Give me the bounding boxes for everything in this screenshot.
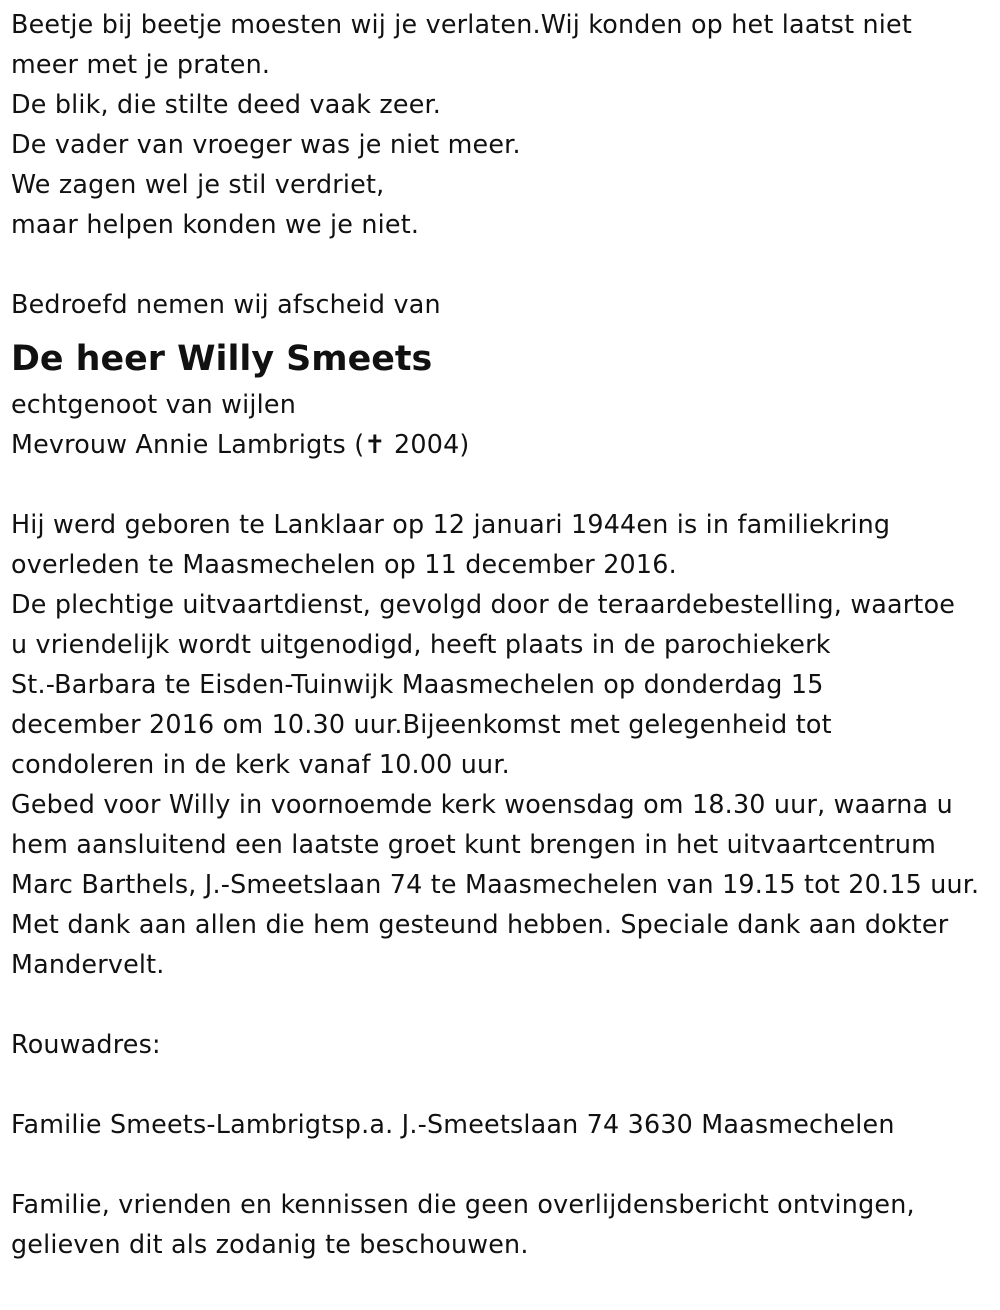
poem-line: De blik, die stilte deed vaak zeer.	[11, 89, 442, 119]
details-line: Gebed voor Willy in voornoemde kerk woensdag om 18.30 uur, waarna u	[11, 789, 953, 819]
details-line: december 2016 om 10.30 uur.Bijeenkomst met gelegenheid tot	[11, 709, 832, 739]
details-line: Marc Barthels, J.-Smeetslaan 74 te Maasmechelen van 19.15 tot 20.15 uur.	[11, 869, 980, 899]
details-line: overleden te Maasmechelen op 11 december 2016.	[11, 549, 677, 579]
poem-line: De vader van vroeger was je niet meer.	[11, 129, 521, 159]
details-line: Mandervelt.	[11, 949, 165, 979]
spacer	[11, 244, 1000, 284]
closing-line: gelieven dit als zodanig te beschouwen.	[11, 1229, 529, 1259]
spouse-info	[11, 384, 1000, 464]
details-line: St.-Barbara te Eisden-Tuinwijk Maasmechelen op donderdag 15	[11, 669, 824, 699]
mourning-address: Familie Smeets-Lambrigtsp.a. J.-Smeetslaan 74 3630 Maasmechelen	[11, 1109, 895, 1139]
poem-line: Beetje bij beetje moesten wij je verlaten.Wij konden op het laatst niet	[11, 9, 912, 39]
spouse-line: echtgenoot van wijlen	[11, 389, 296, 419]
details-line: Hij werd geboren te Lanklaar op 12 januari 1944en is in familiekring	[11, 509, 891, 539]
poem-line: maar helpen konden we je niet.	[11, 209, 420, 239]
spacer	[11, 984, 1000, 1024]
intro-text: Bedroefd nemen wij afscheid van	[11, 289, 441, 319]
details-line: u vriendelijk wordt uitgenodigd, heeft plaats in de parochiekerk	[11, 629, 831, 659]
spouse-line: Mevrouw Annie Lambrigts (✝ 2004)	[11, 429, 470, 459]
deceased-name: De heer Willy Smeets	[11, 339, 433, 379]
funeral-details	[11, 504, 1000, 984]
spacer	[11, 1144, 1000, 1184]
spacer	[11, 1064, 1000, 1104]
details-line: hem aansluitend een laatste groet kunt brengen in het uitvaartcentrum	[11, 829, 937, 859]
details-line: Met dank aan allen die hem gesteund hebben. Speciale dank aan dokter	[11, 909, 949, 939]
poem-line: We zagen wel je stil verdriet,	[11, 169, 385, 199]
poem-line: meer met je praten.	[11, 49, 271, 79]
poem	[11, 4, 1000, 244]
closing-note	[11, 1184, 1000, 1264]
details-line: condoleren in de kerk vanaf 10.00 uur.	[11, 749, 510, 779]
details-line: De plechtige uitvaartdienst, gevolgd door de teraardebestelling, waartoe	[11, 589, 956, 619]
spacer	[11, 464, 1000, 504]
closing-line: Familie, vrienden en kennissen die geen overlijdensbericht ontvingen,	[11, 1189, 915, 1219]
address-label: Rouwadres:	[11, 1029, 161, 1059]
